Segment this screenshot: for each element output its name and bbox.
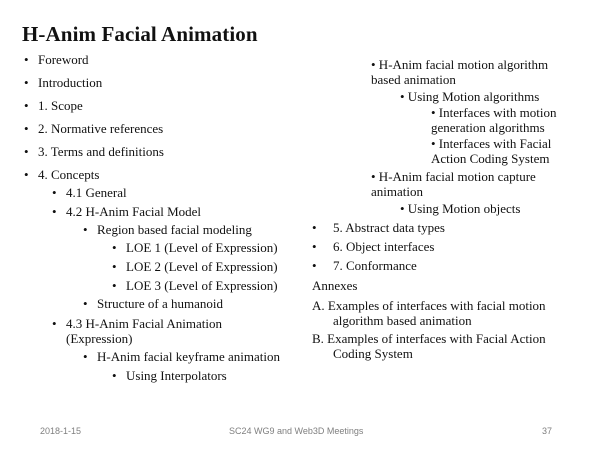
bullet: • (112, 368, 117, 383)
outline-item-interfaces-facs: • Interfaces with Facial (431, 136, 552, 151)
bullet: • (112, 240, 117, 255)
outline-item-terms-definitions: 3. Terms and definitions (38, 144, 164, 159)
bullet: • (24, 52, 29, 67)
outline-item-using-motion-algorithms: • Using Motion algorithms (400, 89, 540, 104)
outline-item-general: 4.1 General (66, 185, 127, 200)
outline-item-motion-capture: • H-Anim facial motion capture (371, 169, 536, 184)
outline-item-loe2: LOE 2 (Level of Expression) (126, 259, 278, 274)
bullet: • (52, 185, 57, 200)
footer-date: 2018-1-15 (40, 426, 82, 436)
outline-item-facial-animation-cont: (Expression) (66, 331, 133, 346)
bullet: • (52, 316, 57, 331)
outline-item-annex-b: B. Examples of interfaces with Facial Action (312, 331, 546, 346)
bullet: • (112, 278, 117, 293)
bullet: • (24, 167, 29, 182)
bullet: • (24, 75, 29, 90)
bullet: • (312, 220, 317, 235)
outline-item-introduction: Introduction (38, 75, 103, 90)
bullet: • (112, 259, 117, 274)
outline-item-interfaces-motion-generation-cont: generation algorithms (431, 120, 545, 135)
bullet: • (52, 204, 57, 219)
outline-item-conformance: 7. Conformance (333, 258, 417, 273)
outline-item-concepts: 4. Concepts (38, 167, 100, 182)
outline-item-loe3: LOE 3 (Level of Expression) (126, 278, 278, 293)
outline-item-scope: 1. Scope (38, 98, 83, 113)
outline-item-motion-algorithm: • H-Anim facial motion algorithm (371, 57, 549, 72)
outline-item-motion-algorithm-cont: based animation (371, 72, 456, 87)
outline-item-facial-model: 4.2 H-Anim Facial Model (66, 204, 202, 219)
outline-item-facial-animation: 4.3 H-Anim Facial Animation (66, 316, 222, 331)
bullet: • (24, 144, 29, 159)
outline-item-normative-references: 2. Normative references (38, 121, 164, 136)
footer-page-number: 37 (542, 426, 553, 436)
outline-item-region-modeling: Region based facial modeling (97, 222, 252, 237)
bullet: • (83, 349, 88, 364)
bullet: • (312, 258, 317, 273)
outline-item-motion-capture-cont: animation (371, 184, 423, 199)
outline-item-annex-a: A. Examples of interfaces with facial motion (312, 298, 546, 313)
bullet: • (24, 98, 29, 113)
bullet: • (83, 296, 88, 311)
outline-item-keyframe-animation: H-Anim facial keyframe animation (97, 349, 281, 364)
bullet: • (312, 239, 317, 254)
outline-item-abstract-data-types: 5. Abstract data types (333, 220, 445, 235)
outline-item-annex-b-cont: Coding System (333, 346, 413, 361)
outline-item-object-interfaces: 6. Object interfaces (333, 239, 435, 254)
outline-item-loe1: LOE 1 (Level of Expression) (126, 240, 278, 255)
outline-item-foreword: Foreword (38, 52, 89, 67)
bullet: • (83, 222, 88, 237)
footer-meeting: SC24 WG9 and Web3D Meetings (229, 426, 364, 436)
outline-item-interfaces-motion-generation: • Interfaces with motion (431, 105, 557, 120)
outline-item-using-motion-objects: • Using Motion objects (400, 201, 521, 216)
bullet: • (24, 121, 29, 136)
outline-item-annex-a-cont: algorithm based animation (333, 313, 472, 328)
outline-item-annexes: Annexes (312, 278, 358, 293)
outline-item-interfaces-facs-cont: Action Coding System (431, 151, 550, 166)
slide-title: H-Anim Facial Animation (22, 22, 258, 46)
outline-item-humanoid-structure: Structure of a humanoid (97, 296, 223, 311)
outline-item-interpolators: Using Interpolators (126, 368, 227, 383)
